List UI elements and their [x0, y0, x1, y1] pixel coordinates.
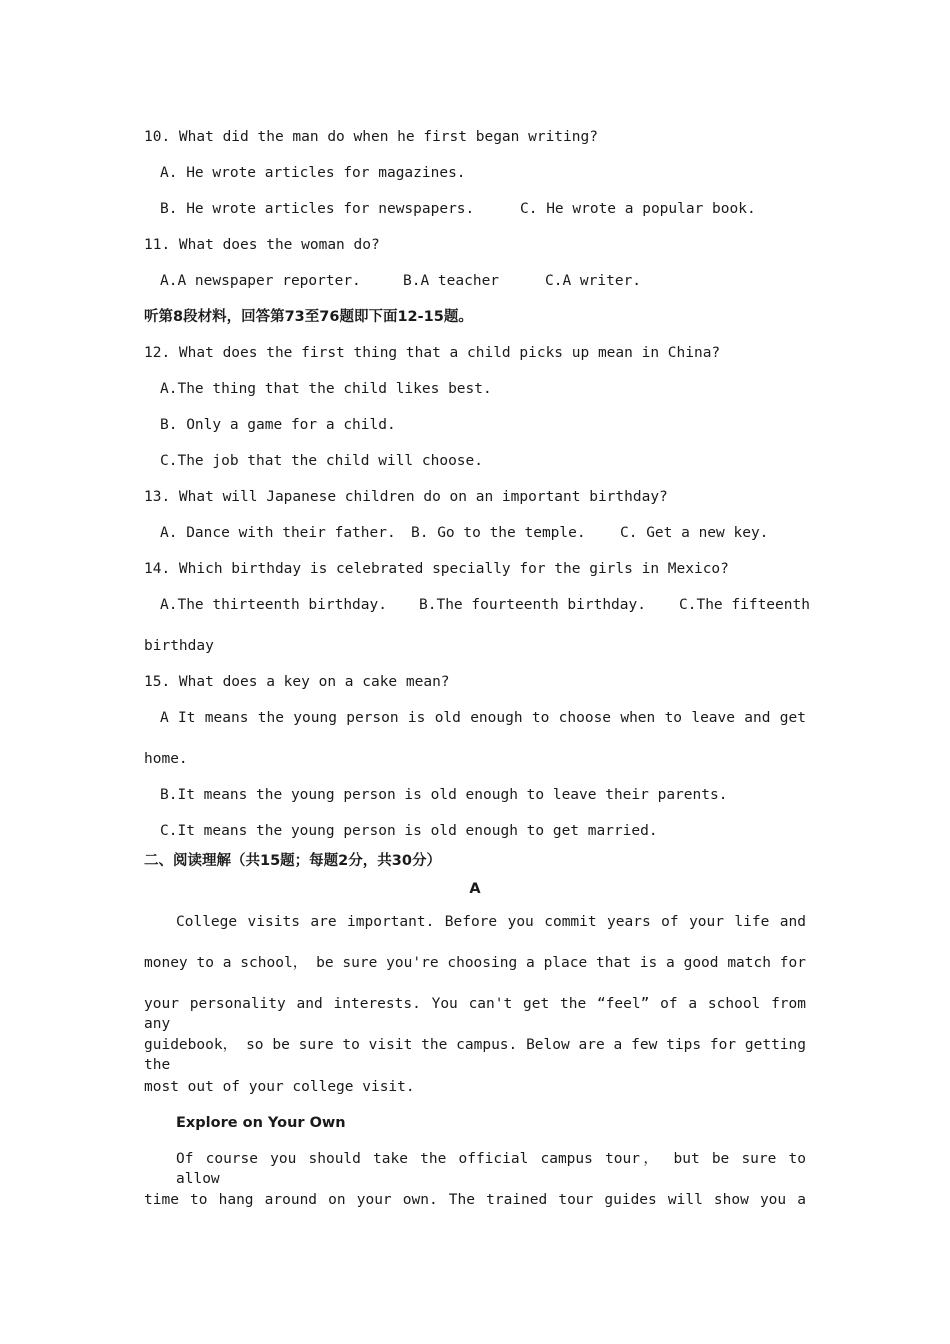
passage-line: money to a school， be sure you're choosing a place that is a good match for — [144, 955, 806, 971]
passage-label: A — [469, 881, 481, 897]
option-11c: C.A writer. — [545, 273, 642, 289]
option-14c: C.The fifteenth — [679, 597, 810, 613]
option-14b: B.The fourteenth birthday. — [419, 597, 646, 613]
subheading: Explore on Your Own — [176, 1115, 346, 1131]
option-14a: A.The thirteenth birthday. — [160, 597, 387, 613]
passage-line: guidebook， so be sure to visit the campus. Below are a few tips for getting the — [144, 1037, 806, 1073]
question-13: 13. What will Japanese children do on an important birthday? — [144, 489, 668, 505]
passage-line: your personality and interests. You can't get the “feel” of a school from any — [144, 996, 806, 1032]
section-8-instruction: 听第8段材料，回答第73至76题即下面12-15题。 — [144, 309, 473, 325]
question-10: 10. What did the man do when he first began writing? — [144, 129, 598, 145]
option-12b: B. Only a game for a child. — [160, 417, 396, 433]
passage-line: Of course you should take the official campus tour， but be sure to allow — [176, 1151, 806, 1187]
option-11b: B.A teacher — [403, 273, 500, 289]
reading-heading: 二、阅读理解（共15题；每题2分，共30分） — [144, 853, 441, 869]
question-12: 12. What does the first thing that a child picks up mean in China? — [144, 345, 721, 361]
passage-line: time to hang around on your own. The trained tour guides will show you a — [144, 1192, 806, 1208]
option-15a-wrap: home. — [144, 751, 188, 767]
passage-line: College visits are important. Before you commit years of your life and — [176, 914, 806, 930]
option-11a: A.A newspaper reporter. — [160, 273, 361, 289]
option-10b: B. He wrote articles for newspapers. — [160, 201, 475, 217]
option-10a: A. He wrote articles for magazines. — [160, 165, 466, 181]
option-15a: A It means the young person is old enough to choose when to leave and get — [160, 710, 806, 726]
option-10c: C. He wrote a popular book. — [520, 201, 756, 217]
option-12c: C.The job that the child will choose. — [160, 453, 484, 469]
option-12a: A.The thing that the child likes best. — [160, 381, 492, 397]
option-15b: B.It means the young person is old enough to leave their parents. — [160, 787, 728, 803]
option-13c: C. Get a new key. — [620, 525, 769, 541]
passage-line: most out of your college visit. — [144, 1079, 415, 1095]
option-13a: A. Dance with their father. — [160, 525, 396, 541]
question-11: 11. What does the woman do? — [144, 237, 380, 253]
question-14: 14. Which birthday is celebrated specially for the girls in Mexico? — [144, 561, 729, 577]
option-14c-wrap: birthday — [144, 638, 214, 654]
option-15c: C.It means the young person is old enough to get married. — [160, 823, 658, 839]
question-15: 15. What does a key on a cake mean? — [144, 674, 450, 690]
option-13b: B. Go to the temple. — [411, 525, 586, 541]
